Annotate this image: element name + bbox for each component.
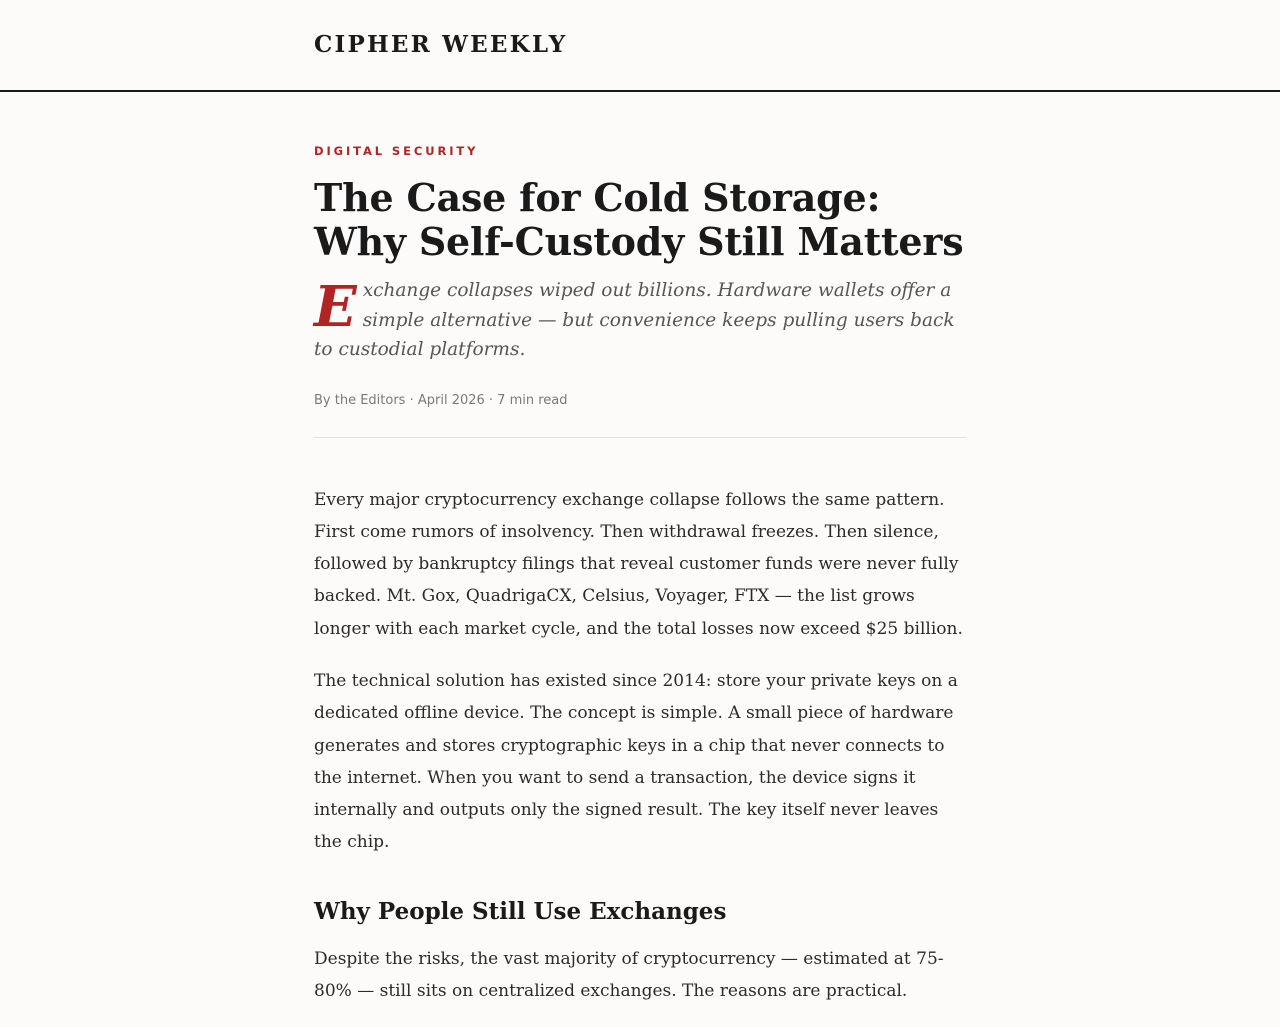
article-category[interactable]: DIGITAL SECURITY bbox=[314, 144, 479, 158]
body-paragraph: Despite the risks, the vast majority of cryptocurrency — estimated at 75-80% — still sits on centralized exchanges. The reasons are practical. bbox=[314, 948, 944, 1002]
dek-text: xchange collapses wiped out billions. Hardware wallets offer a simple alternative — but convenience keeps pulling users back to custodial platforms. bbox=[314, 280, 955, 360]
article-byline: By the Editors · April 2026 · 7 min read bbox=[314, 393, 966, 438]
masthead bbox=[0, 0, 1280, 92]
dek-dropcap: E bbox=[314, 274, 357, 340]
article bbox=[314, 92, 966, 1027]
article-dek bbox=[314, 276, 966, 365]
site-logo[interactable]: CIPHER WEEKLY bbox=[314, 31, 568, 58]
section-heading: Why People Still Use Exchanges bbox=[314, 897, 727, 925]
body-paragraph: Every major cryptocurrency exchange collapse follows the same pattern. First come rumors of insolvency. Then withdrawal freezes. Then silence, followed by bankruptcy filings that reveal customer funds were never fully backed. Mt. Gox, QuadrigaCX, Celsius, Voyager, FTX — the list grows longer with each market cycle, and the total losses now exceed $25 billion. bbox=[314, 489, 963, 639]
article-body bbox=[314, 484, 966, 1008]
body-paragraph: The technical solution has existed since 2014: store your private keys on a dedicated offline device. The concept is simple. A small piece of hardware generates and stores cryptographic keys in a chip that never connects to the internet. When you want to send a transaction, the device signs it internally and outputs only the signed result. The key itself never leaves the chip. bbox=[314, 670, 958, 853]
article-headline: The Case for Cold Storage: Why Self-Custody Still Matters bbox=[314, 175, 964, 264]
